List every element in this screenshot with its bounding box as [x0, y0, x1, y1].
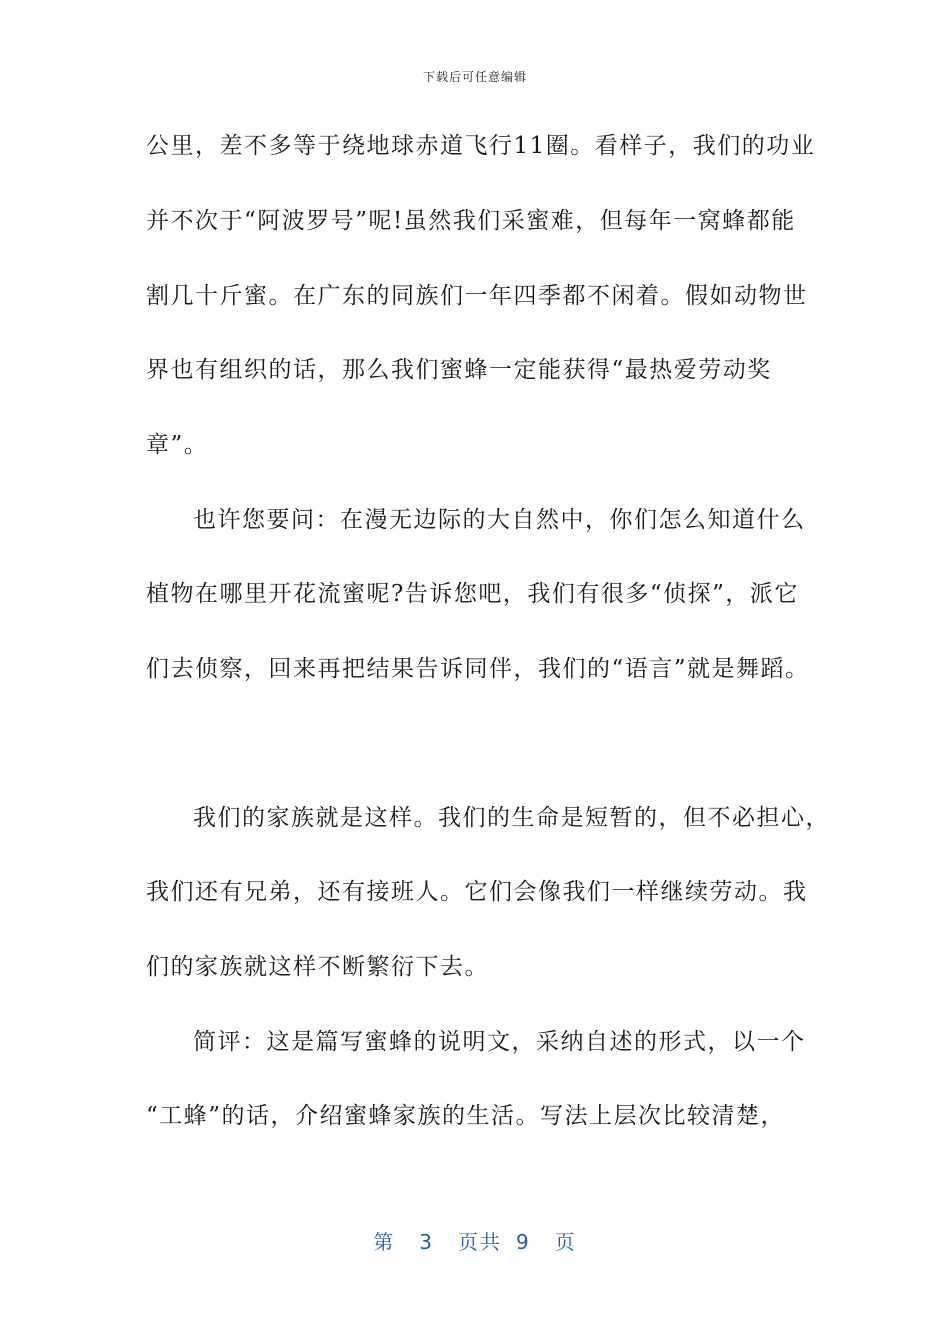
footer-total-pages: 9: [516, 1230, 531, 1254]
text-line-9: 我们的家族就是这样。我们的生命是短暂的，但不必担心，: [193, 805, 830, 831]
page-footer: [0, 1226, 950, 1255]
text-line-1: 公里，差不多等于绕地球赤道飞行11圈。看样子，我们的功业: [146, 133, 816, 159]
footer-middle: 页共: [458, 1230, 502, 1254]
text-line-5: 章”。: [146, 432, 209, 458]
text-line-6: 也许您要问：在漫无边际的大自然中，你们怎么知道什么: [193, 507, 806, 533]
text-line-7: 植物在哪里开花流蜜呢?告诉您吧，我们有很多“侦探”，派它: [146, 581, 799, 607]
text-line-10: 我们还有兄弟，还有接班人。它们会像我们一样继续劳动。我: [146, 879, 808, 905]
text-line-11: 们的家族就这样不断繁衍下去。: [146, 954, 489, 980]
text-line-13: “工蜂”的话，介绍蜜蜂家族的生活。写法上层次比较清楚，: [146, 1103, 786, 1129]
text-line-4: 界也有组织的话，那么我们蜜蜂一定能获得“最热爱劳动奖: [146, 357, 772, 383]
footer-suffix: 页: [554, 1230, 577, 1254]
text-line-8: 们去侦察，回来再把结果告诉同伴，我们的“语言”就是舞蹈。: [146, 656, 810, 682]
text-line-12: 简评：这是篇写蜜蜂的说明文，采纳自述的形式，以一个: [193, 1029, 806, 1055]
header-note: 下载后可任意编辑: [422, 70, 527, 84]
footer-prefix: 第: [373, 1230, 396, 1254]
text-line-3: 割几十斤蜜。在广东的同族们一年四季都不闲着。假如动物世: [146, 283, 808, 309]
text-line-2: 并不次于“阿波罗号”呢!虽然我们采蜜难，但每年一窝蜂都能: [146, 208, 796, 234]
footer-current-page: 3: [419, 1230, 434, 1254]
